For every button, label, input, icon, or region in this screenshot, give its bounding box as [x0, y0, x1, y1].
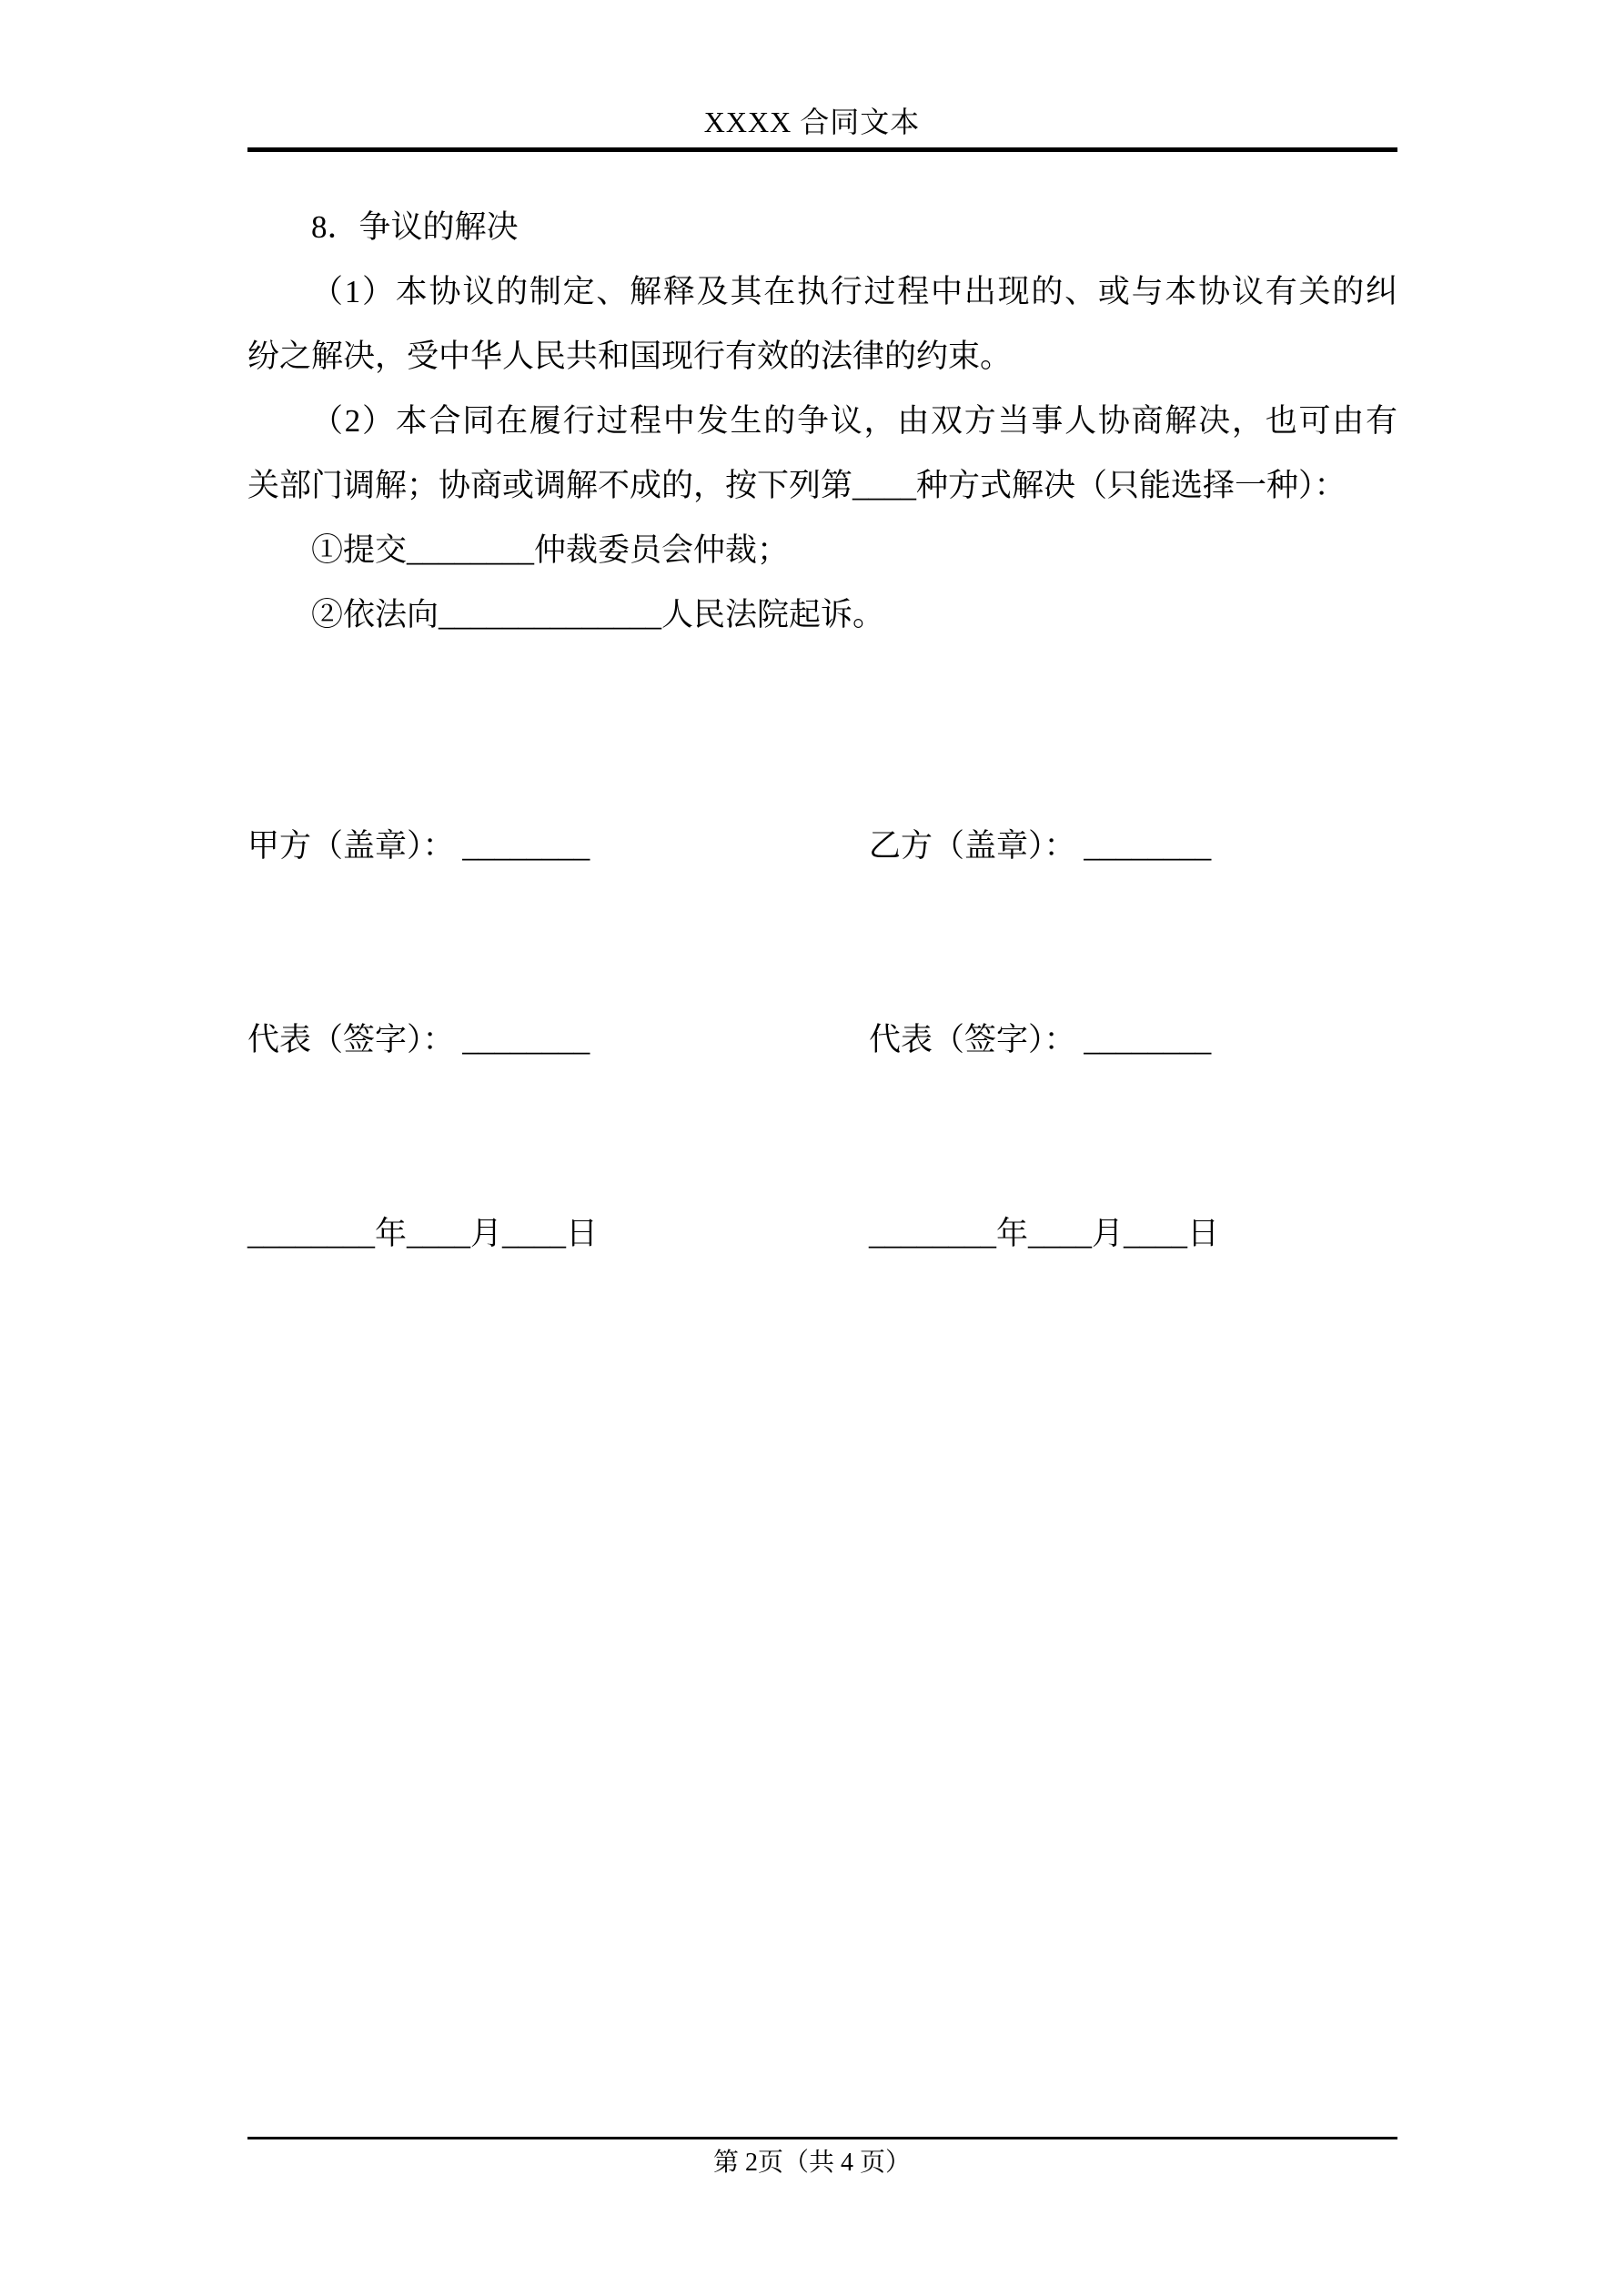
option-2-court: ②依法向______________人民法院起诉。 [311, 597, 885, 632]
section-heading: 8．争议的解决 [311, 209, 519, 245]
party-b-seal-line: 乙方（盖章）： ________ [869, 828, 1212, 864]
document-body [247, 195, 1397, 647]
party-a-representative-line: 代表（签字）： ________ [247, 1022, 590, 1057]
party-a-date-line: ________年____月____日 [247, 1216, 599, 1251]
party-a-seal-line: 甲方（盖章）： ________ [247, 828, 590, 864]
clause-2-line-1: （2）本合同在履行过程中发生的争议，由双方当事人协商解决，也可由有 [311, 403, 1397, 439]
clause-2-line-2: 关部门调解；协商或调解不成的，按下列第____种方式解决（只能选择一种）： [247, 468, 1347, 503]
option-1-arbitration: ①提交________仲裁委员会仲裁； [311, 532, 790, 568]
party-b-date-line: ________年____月____日 [869, 1216, 1220, 1251]
signature-block-party-b [869, 684, 1219, 1395]
header-title: XXXX 合同文本 [703, 106, 921, 138]
clause-1-line-2: 纷之解决，受中华人民共和国现行有效的法律的约束。 [247, 339, 1013, 374]
party-b-representative-line: 代表（签字）： ________ [869, 1022, 1212, 1057]
signature-block-party-a [247, 684, 598, 1395]
footer-rule [247, 2137, 1397, 2139]
header-rule [247, 147, 1397, 152]
page-number: 第 2页（共 4 页） [712, 2149, 911, 2177]
clause-1-line-1: （1）本协议的制定、解释及其在执行过程中出现的、或与本协议有关的纠 [311, 274, 1397, 309]
